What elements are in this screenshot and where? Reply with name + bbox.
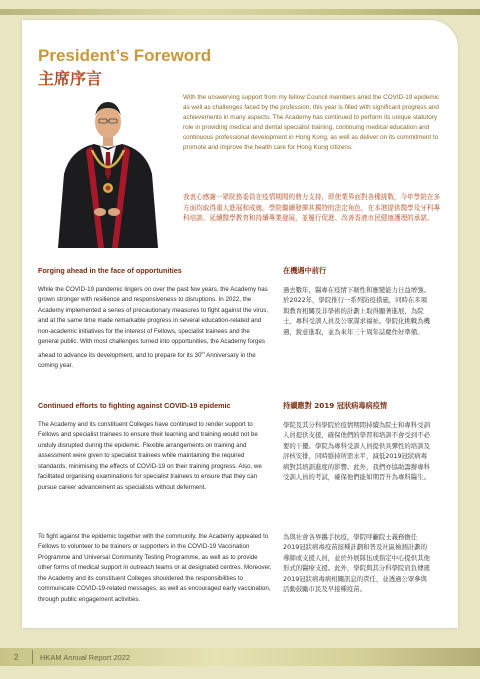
intro-paragraph-en: With the unswerving support from my fellow Council members amid the COVID-19 epidemic as well as challenges faced by the profession, this year is filled with significant progress and achievements in many aspects. The Academy has continued to perform its unique statutory role in providing medical and dental specialist training, continuing medical education and continuous professional development in Hong Kong, as well as deliver on its commitment to promote and improve the health care for Hong Kong citizens. bbox=[183, 94, 440, 152]
section-paragraph-covid-1-zh: 學院及其分科學院於疫情期間持續為院士和專科受訓人員提供支援，確保他們的學習和培訓不會受到不必要的干擾。學院為專科受訓人員提供具彈性的培訓及評核安排，同時維持所需水平，減低2019冠狀病毒病對其培訓進度的影響。此外，我們亦協助籌辦專科受訓人員的考試，確保他們能如期晉升為專科醫生。 bbox=[283, 421, 430, 482]
section-paragraph-covid-1-en: The Academy and its constituent Colleges have continued to render support to Fellows and specialist trainees to ensure their learning and training would not be unduly disrupted during the epidemic. Flexible arrangements on training and assessment were given to specialist trainees while maintaining the required standards, minimising the effects of COVID-19 on their training progress. Also, we facilitated organising examinations for specialist trainees to ensure that they can pursue career advancement as specialists without deferment. bbox=[38, 421, 262, 491]
section-heading-covid-en: Continued efforts to fighting against COVID-19 epidemic bbox=[38, 401, 231, 410]
president-portrait bbox=[52, 88, 164, 248]
section-heading-covid-zh: 持續應對 2019 冠狀病毒病疫情 bbox=[283, 401, 388, 410]
section-paragraph-covid-2-en: To fight against the epidemic together with the community, the Academy appealed to Fellows to volunteer to be trainers or supporters in the COVID-19 Vaccination Programme and Universal Community Testing Programme, as well as to provide other forms of medical support in outreach teams or at designated centres. Moreover, the Academy and its constituent Colleges shouldered the responsibilities to communicate COVID-19-related messages, as well as encouraged early vaccination, through public engagement activities. bbox=[38, 533, 272, 603]
section-paragraph-covid-2-zh: 為與社會各界攜手抗疫，學院呼籲院士義務擔任2019冠狀病毒疫苗接種計劃和普及社區檢測計劃的導師或支援人員，並於外展隊伍或指定中心提供其他形式的醫療支援。此外，學院與其分科學院肩負傳遞2019冠狀病毒病相關訊息的責任，並透過公眾參與活動鼓勵市民及早接種疫苗。 bbox=[283, 533, 430, 594]
page-footer bbox=[0, 640, 480, 679]
section-heading-opportunities-zh: 在機遇中前行 bbox=[283, 266, 327, 275]
top-decorative-stripe bbox=[0, 9, 480, 15]
portrait-illustration bbox=[52, 88, 164, 248]
page-number: 2 bbox=[14, 653, 19, 662]
section-heading-opportunities-en: Forging ahead in the face of opportunities bbox=[38, 266, 182, 275]
intro-paragraph-zh: 我衷心感謝一眾院務委員在疫情期間的鼎力支持，即使業界面對各種挑戰，今年學院在多方面均取得重大進展和成就。學院繼續發揮其獨特的法定角色，在本港提供醫學及牙科專科培訓、延續醫學教育和持續專業發展，並履行促進、改善香港市民健康護理的承諾。 bbox=[183, 193, 441, 223]
section-paragraph-opportunities-zh: 過去數年，醫專在疫情下韌性和應變能力日益增強。於2022年，學院推行一系列防疫措施，同時在多項與教育相關及非學術的計劃上取得顯著進展，為院士、專科受訓人員及公眾謀求福祉。學院化挑戰為機遇，銳意進取，並為來年三十周年誌慶作好準備。 bbox=[283, 286, 430, 336]
page-title-zh: 主席序言 bbox=[38, 69, 103, 88]
report-name: HKAM Annual Report 2022 bbox=[40, 653, 131, 662]
page-title-en: President’s Foreword bbox=[38, 46, 212, 65]
section-paragraph-opportunities-en: While the COVID-19 pandemic lingers on over the past few years, the Academy has grown stronger with resilience and responsiveness to disruptions. In 2022, the Academy implemented a series of precautionary measures to fight against the virus, and at the same time made remarkable progress in several education-related and non-academic initiatives for the interest of Fellows, specialist trainees and the general public. With most challenges turned into opportunities, the Academy forges ahead to advance its development, and to prepare for its 30th Anniversary in the coming year. bbox=[38, 286, 269, 370]
footer-divider bbox=[32, 650, 33, 664]
